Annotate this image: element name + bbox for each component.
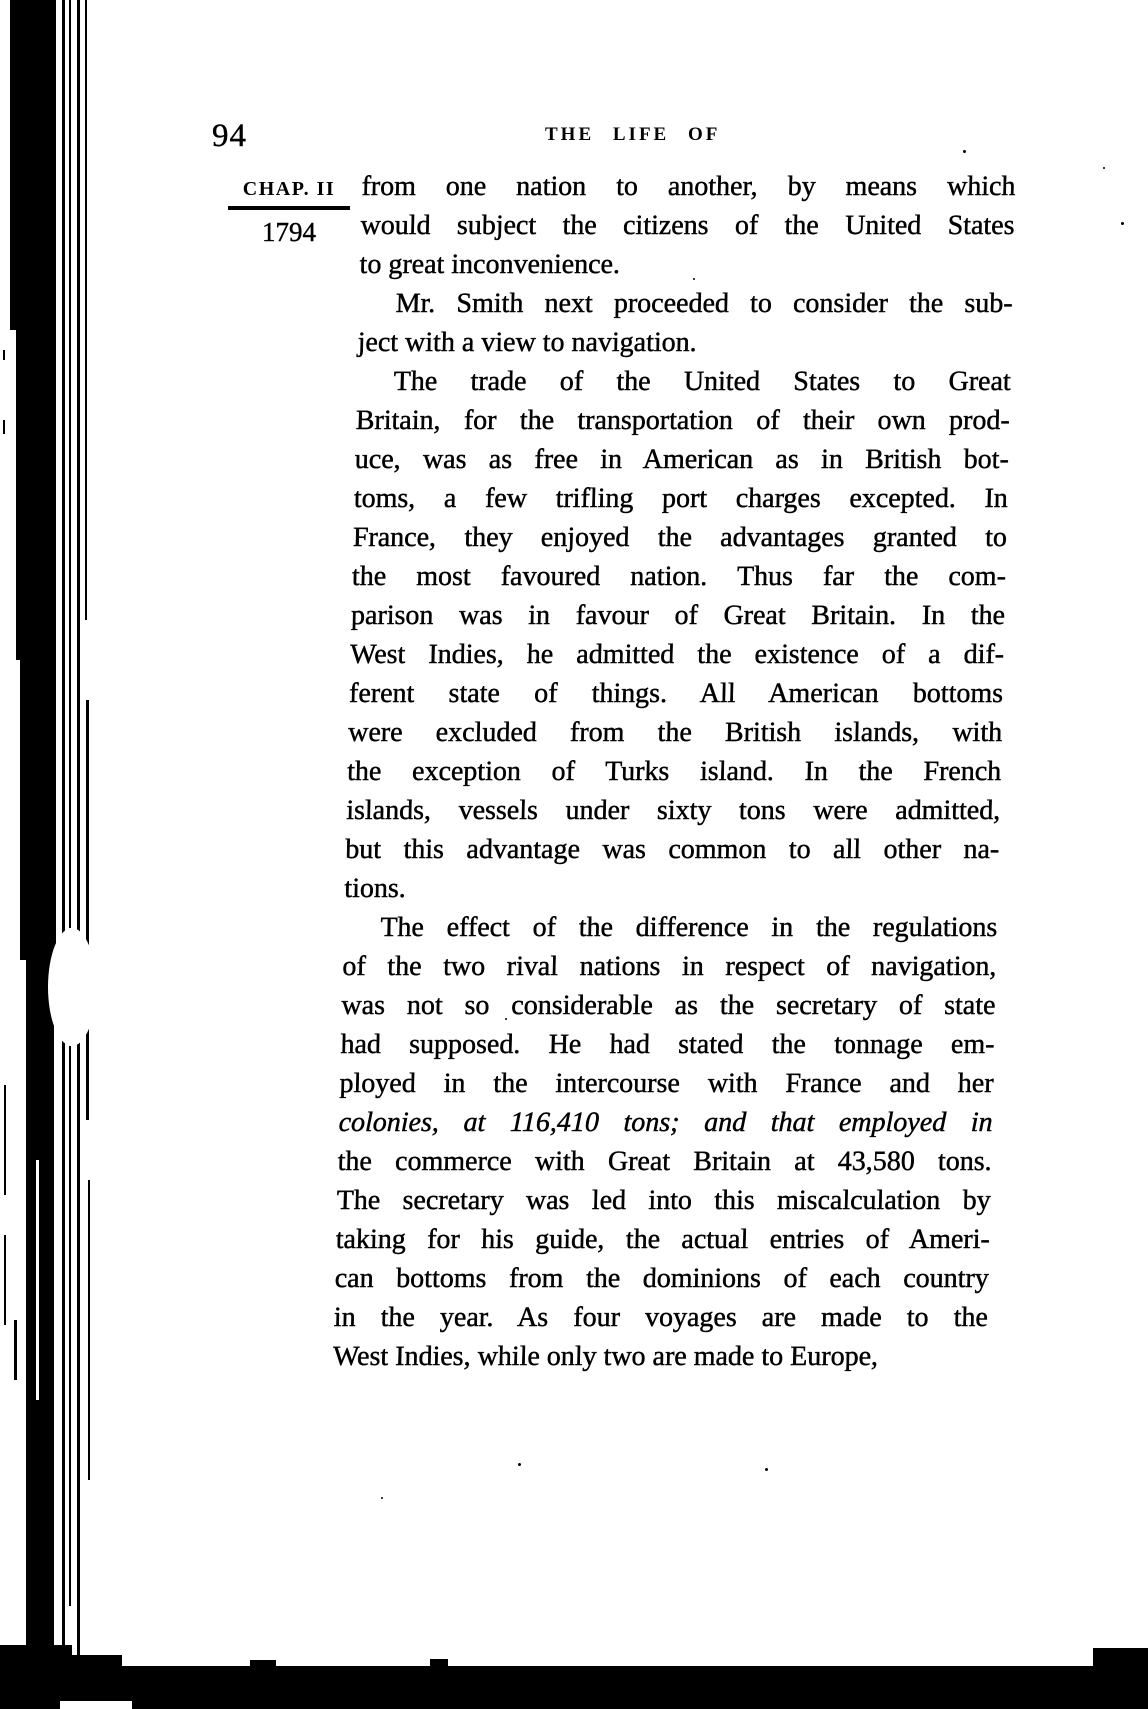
scan-vertical-line	[69, 1046, 71, 1606]
text-line: of the two rival nations in respect of navigation,	[342, 951, 997, 982]
text-line: were excluded from the British islands, with	[347, 717, 1003, 748]
scan-bottom-bar-left	[0, 1645, 72, 1709]
text-line: the commerce with Great Britain at 43,580 tons.	[337, 1146, 993, 1177]
text-line: islands, vessels under sixty tons were admitted,	[345, 795, 1001, 826]
text-line: taking for his guide, the actual entries of Ameri-	[335, 1224, 991, 1255]
margin-note	[228, 178, 350, 248]
paper-speck	[1121, 222, 1124, 225]
text-line: from one nation to another, by means which	[361, 171, 1016, 202]
scan-vertical-line	[77, 0, 80, 1660]
scan-gutter-band	[20, 650, 56, 960]
year-label: 1794	[262, 217, 316, 247]
text-line: West Indies, he admitted the existence of a dif-	[349, 639, 1005, 670]
text-line: but this advantage was common to all other na-	[344, 834, 1000, 865]
scan-bottom-bar	[0, 1666, 1148, 1709]
text-line: West Indies, while only two are made to Europe,	[332, 1341, 879, 1372]
text-line: can bottoms from the dominions of each country	[334, 1263, 990, 1294]
text-line: to great inconvenience.	[359, 249, 621, 280]
text-line: The effect of the difference in the regulations	[380, 912, 998, 943]
paper-speck	[1103, 167, 1105, 169]
running-title: THE LIFE OF	[545, 124, 721, 145]
scan-bottom-bar-right	[1093, 1648, 1148, 1670]
paper-speck	[518, 1463, 521, 1466]
body-text	[332, 167, 1016, 1376]
scan-white-gap	[48, 928, 96, 1046]
text-line: colonies, at 116,410 tons; and that employed in	[338, 1107, 994, 1138]
scan-vertical-line	[86, 700, 89, 1120]
text-line: Mr. Smith next proceeded to consider the sub-	[395, 288, 1014, 319]
scan-bar-speck	[250, 1660, 276, 1667]
scan-vertical-line	[85, 0, 87, 620]
text-line: parison was in favour of Great Britain. In the	[350, 600, 1006, 631]
text-line: uce, was as free in American as in British bot-	[354, 444, 1010, 475]
paper-speck	[963, 150, 966, 153]
paper-speck	[381, 1497, 383, 1499]
scan-gutter-band	[16, 320, 56, 660]
scan-vertical-line	[88, 1180, 90, 1480]
scan-gutter-band	[26, 950, 54, 1709]
text-line: The trade of the United States to Great	[393, 366, 1012, 397]
scan-white-streak	[36, 1160, 39, 1400]
scan-vertical-line	[62, 0, 65, 1660]
text-line: tions.	[343, 873, 407, 904]
scan-dash-mark	[3, 350, 5, 360]
margin-rule	[228, 206, 350, 210]
text-line: France, they enjoyed the advantages granted to	[352, 522, 1008, 553]
text-line: was not so considerable as the secretary of state	[341, 990, 996, 1021]
text-line: the exception of Turks island. In the French	[346, 756, 1002, 787]
scan-dash-mark	[3, 420, 5, 434]
text-line: in the year. As four voyages are made to the	[333, 1302, 989, 1333]
scan-bar-speck	[430, 1659, 448, 1667]
scan-dash-mark	[4, 1235, 6, 1325]
text-line: The secretary was led into this miscalculation by	[336, 1185, 992, 1216]
paper-speck	[765, 1468, 768, 1471]
text-line: would subject the citizens of the United States	[360, 210, 1015, 241]
text-line: Britain, for the transportation of their own prod-	[355, 405, 1011, 436]
scan-dash-mark	[4, 1085, 6, 1195]
scan-dash-mark	[14, 1320, 17, 1380]
text-line: toms, a few trifling port charges excepted. In	[353, 483, 1009, 514]
scan-vertical-line	[69, 0, 71, 928]
text-line: ferent state of things. All American bottoms	[348, 678, 1004, 709]
text-line: had supposed. He had stated the tonnage em-	[340, 1029, 995, 1060]
text-line: the most favoured nation. Thus far the com-	[351, 561, 1007, 592]
chapter-label: CHAP. II	[242, 178, 336, 200]
scan-gutter-band	[10, 0, 56, 330]
text-line: ject with a view to navigation.	[357, 327, 698, 358]
scan-bar-notch	[60, 1701, 132, 1709]
text-line: ployed in the intercourse with France and her	[339, 1068, 994, 1099]
page-number: 94	[212, 118, 247, 154]
